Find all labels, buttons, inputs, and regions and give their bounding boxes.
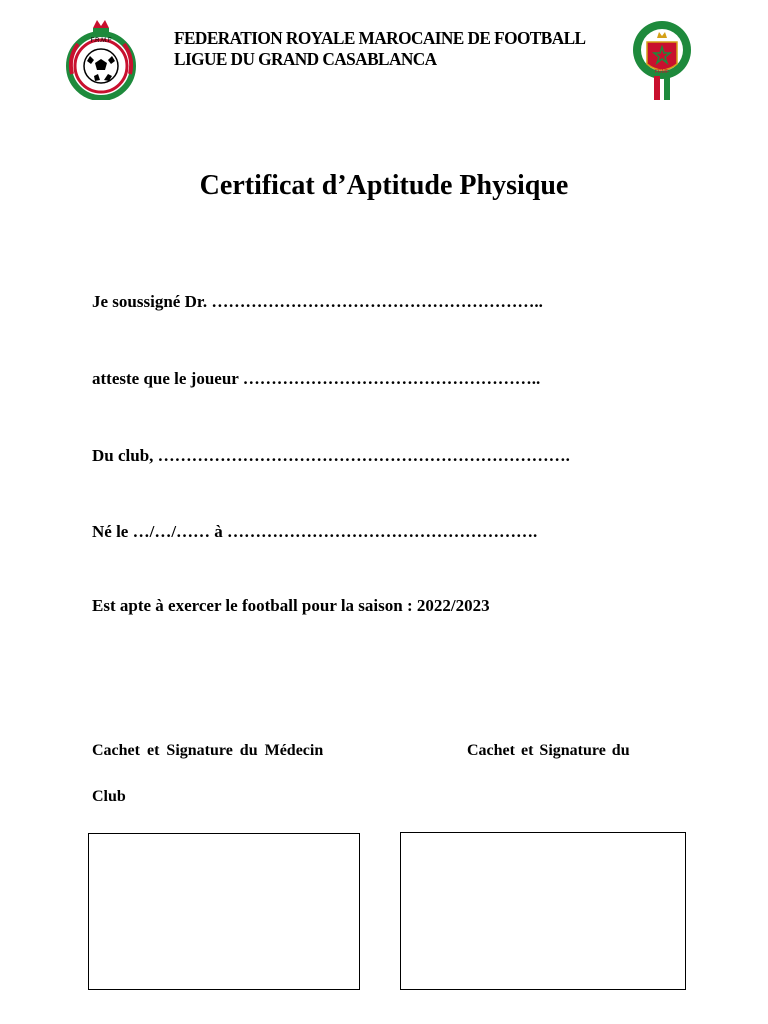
- club-line: Du club, ……………………………………………………………….: [92, 446, 570, 465]
- ligue-logo-text: F.R.M.F: [90, 38, 112, 44]
- org-name: FEDERATION ROYALE MAROCAINE DE FOOTBALL: [174, 28, 586, 48]
- club-signature-box: [400, 832, 686, 990]
- club-signature-label: Cachet et Signature du: [467, 742, 630, 759]
- league-name: LIGUE DU GRAND CASABLANCA: [174, 49, 437, 69]
- frmf-logo: [630, 18, 694, 104]
- club-signature-label-cont: Club: [92, 788, 126, 805]
- frmf-logo-text: FRMF: [655, 69, 669, 75]
- birth-line: Né le …/…/…… à ……………………………………………….: [92, 522, 538, 541]
- doctor-line: Je soussigné Dr. …………………………………………………..: [92, 292, 543, 311]
- doctor-signature-box: [88, 833, 360, 990]
- document-title: Certificat d’Aptitude Physique: [199, 170, 569, 201]
- doctor-signature-label: Cachet et Signature du Médecin: [92, 742, 324, 759]
- season-line: Est apte à exercer le football pour la saison : 2022/2023: [92, 596, 490, 615]
- player-line: atteste que le joueur ……………………………………………..: [92, 369, 541, 388]
- ligue-logo: [54, 14, 148, 100]
- org-header: [174, 28, 586, 70]
